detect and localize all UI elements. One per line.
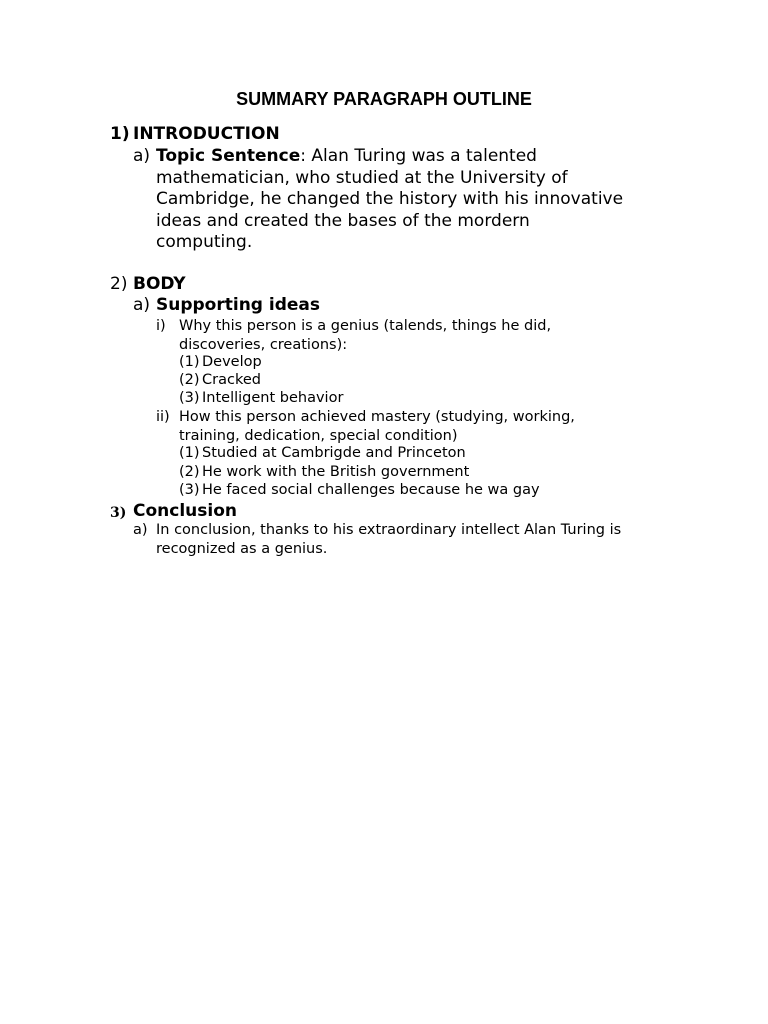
text-line: Why this person is a genius (talends, things he did, bbox=[179, 318, 552, 334]
list-marker: a) bbox=[133, 522, 148, 538]
conclusion-text bbox=[156, 521, 621, 558]
section-title: BODY bbox=[133, 274, 186, 294]
text-line: discoveries, creations): bbox=[179, 336, 348, 353]
list-marker: (3) bbox=[179, 390, 200, 406]
list-item-text: Cracked bbox=[202, 372, 261, 388]
text-line: ideas and created the bases of the mordern bbox=[156, 210, 530, 231]
list-marker: (2) bbox=[179, 464, 200, 480]
list-item-text: He faced social challenges because he wa gay bbox=[202, 482, 540, 498]
list-marker: i) bbox=[156, 318, 166, 334]
topic-sentence-text bbox=[156, 146, 623, 254]
list-marker: (3) bbox=[179, 482, 200, 498]
text-line: : Alan Turing was a talented bbox=[300, 146, 537, 166]
section-number: 3) bbox=[110, 505, 127, 521]
list-marker: a) bbox=[133, 295, 151, 315]
text-line: In conclusion, thanks to his extraordinary intellect Alan Turing is bbox=[156, 522, 622, 538]
text-line: mathematician, who studied at the University of bbox=[156, 167, 568, 188]
text-line: training, dedication, special condition) bbox=[179, 427, 458, 444]
list-item-text: Develop bbox=[202, 354, 262, 370]
section-title: Conclusion bbox=[133, 501, 237, 521]
text-line: recognized as a genius. bbox=[156, 540, 328, 557]
text-line: Cambridge, he changed the history with his innovative bbox=[156, 189, 624, 209]
section-number: 2) bbox=[110, 274, 128, 294]
list-item-text: Intelligent behavior bbox=[202, 390, 344, 406]
section-number: 1) bbox=[110, 124, 130, 144]
text-line: computing. bbox=[156, 232, 253, 252]
text-line: How this person achieved mastery (studying, working, bbox=[179, 409, 575, 425]
page-title: SUMMARY PARAGRAPH OUTLINE bbox=[236, 89, 532, 109]
list-item-text: Studied at Cambrigde and Princeton bbox=[202, 445, 466, 461]
topic-sentence-label: Topic Sentence bbox=[156, 146, 301, 166]
list-marker: a) bbox=[133, 146, 151, 166]
list-marker: (2) bbox=[179, 372, 200, 388]
supporting-ideas-label: Supporting ideas bbox=[156, 295, 321, 315]
list-marker: (1) bbox=[179, 445, 200, 461]
section-title: INTRODUCTION bbox=[133, 124, 280, 144]
sub-item-text bbox=[179, 408, 575, 445]
list-marker: ii) bbox=[156, 409, 170, 425]
list-item-text: He work with the British government bbox=[202, 464, 470, 480]
list-marker: (1) bbox=[179, 354, 200, 370]
sub-item-text bbox=[179, 317, 551, 354]
